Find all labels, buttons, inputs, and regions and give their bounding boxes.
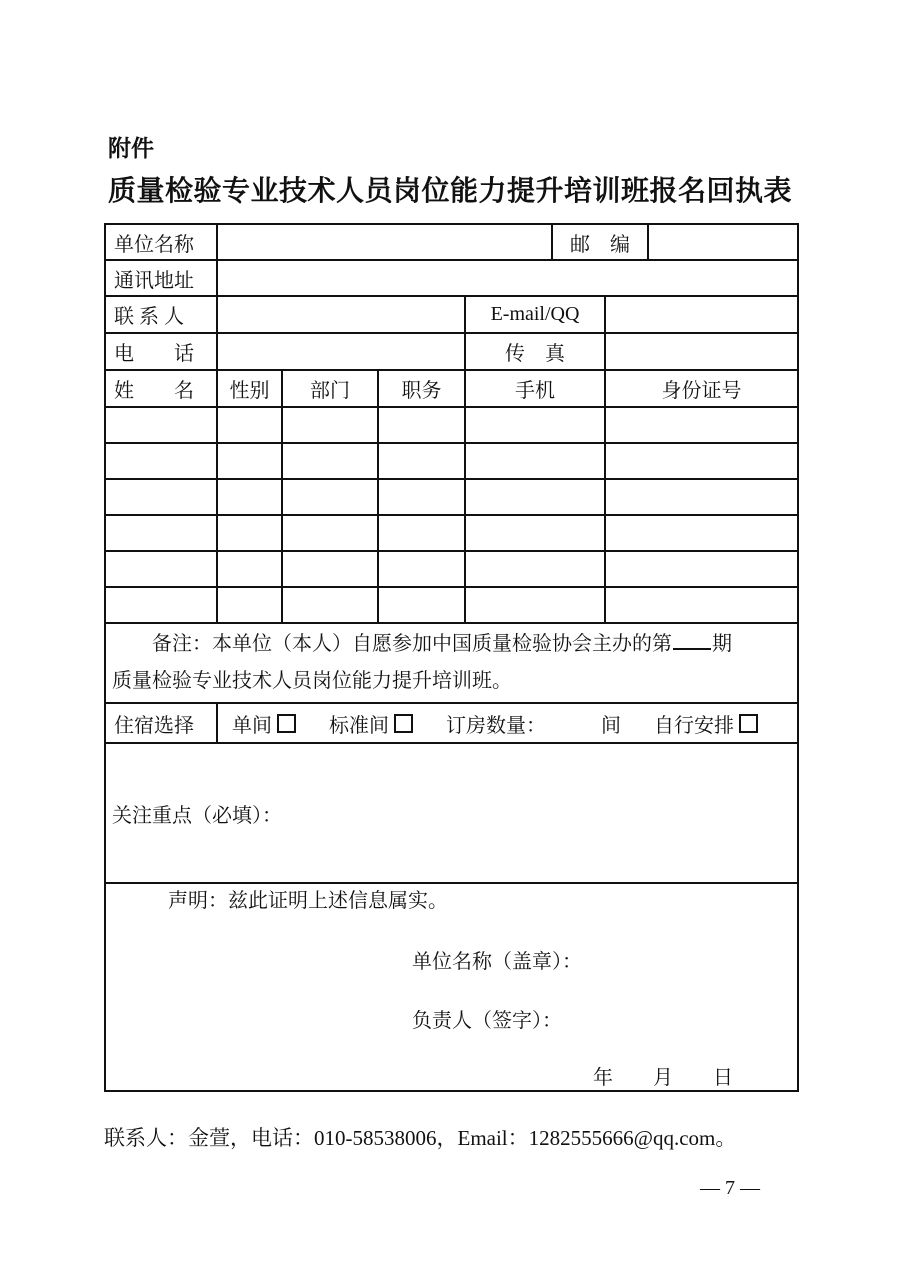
member-department-cell[interactable] bbox=[282, 515, 378, 551]
member-mobile-cell[interactable] bbox=[465, 407, 605, 443]
address-row bbox=[105, 260, 798, 296]
member-position-cell[interactable] bbox=[378, 479, 465, 515]
member-name-cell[interactable] bbox=[105, 443, 217, 479]
remark-cell bbox=[105, 623, 798, 703]
focus-input-cell[interactable] bbox=[105, 743, 798, 883]
member-gender-cell[interactable] bbox=[217, 443, 282, 479]
email-qq-label: E-mail/QQ bbox=[465, 296, 605, 333]
unit-name-value-cell[interactable] bbox=[217, 224, 552, 260]
member-header-department: 部门 bbox=[282, 370, 378, 407]
member-name-cell[interactable] bbox=[105, 515, 217, 551]
postcode-label: 邮 编 bbox=[552, 224, 648, 260]
remark-row bbox=[105, 623, 798, 703]
single-room-checkbox[interactable] bbox=[277, 714, 296, 733]
contact-person-value-cell[interactable] bbox=[217, 296, 465, 333]
remark-line2-text: 质量检验专业技术人员岗位能力提升培训班。 bbox=[112, 670, 512, 692]
accommodation-label: 住宿选择 bbox=[105, 703, 217, 743]
unit-name-row bbox=[105, 224, 798, 260]
standard-room-checkbox[interactable] bbox=[394, 714, 413, 733]
member-row bbox=[105, 479, 798, 515]
single-room-label: 单间 bbox=[232, 714, 272, 737]
address-value-cell[interactable] bbox=[217, 260, 798, 296]
member-department-cell[interactable] bbox=[282, 551, 378, 587]
member-department-cell[interactable] bbox=[282, 443, 378, 479]
member-header-name: 姓 名 bbox=[105, 370, 217, 407]
remark-line1-suffix: 期 bbox=[712, 633, 732, 655]
phone-row bbox=[105, 333, 798, 370]
accommodation-options bbox=[224, 709, 791, 738]
member-name-cell[interactable] bbox=[105, 551, 217, 587]
self-arrange-label: 自行安排 bbox=[654, 714, 734, 737]
member-mobile-cell[interactable] bbox=[465, 551, 605, 587]
fax-label: 传 真 bbox=[465, 333, 605, 370]
footer-contact-info: 联系人：金萱，电话：010-58538006，Email：1282555666@qq.com。 bbox=[104, 1126, 737, 1150]
member-position-cell[interactable] bbox=[378, 407, 465, 443]
declaration-cell bbox=[105, 883, 798, 1091]
org-seal-label: 单位名称（盖章）： bbox=[412, 951, 582, 973]
phone-value-cell[interactable] bbox=[217, 333, 465, 370]
contact-person-label: 联 系 人 bbox=[105, 296, 217, 333]
member-name-cell[interactable] bbox=[105, 587, 217, 623]
member-gender-cell[interactable] bbox=[217, 551, 282, 587]
member-id-cell[interactable] bbox=[605, 587, 798, 623]
member-position-cell[interactable] bbox=[378, 587, 465, 623]
focus-row bbox=[105, 743, 798, 883]
member-row bbox=[105, 443, 798, 479]
member-id-cell[interactable] bbox=[605, 515, 798, 551]
member-position-cell[interactable] bbox=[378, 515, 465, 551]
member-header-row bbox=[105, 370, 798, 407]
contact-person-row bbox=[105, 296, 798, 333]
member-name-cell[interactable] bbox=[105, 407, 217, 443]
member-gender-cell[interactable] bbox=[217, 515, 282, 551]
unit-name-label: 单位名称 bbox=[105, 224, 217, 260]
date-label: 年 月 日 bbox=[593, 1067, 733, 1089]
booking-qty-label: 订房数量： bbox=[446, 714, 546, 737]
member-row bbox=[105, 551, 798, 587]
member-name-cell[interactable] bbox=[105, 479, 217, 515]
phone-label: 电 话 bbox=[105, 333, 217, 370]
member-header-mobile: 手机 bbox=[465, 370, 605, 407]
member-mobile-cell[interactable] bbox=[465, 515, 605, 551]
postcode-value-cell[interactable] bbox=[648, 224, 798, 260]
signer-label: 负责人（签字）： bbox=[412, 1010, 562, 1032]
member-department-cell[interactable] bbox=[282, 587, 378, 623]
member-row bbox=[105, 407, 798, 443]
member-id-cell[interactable] bbox=[605, 407, 798, 443]
address-label: 通讯地址 bbox=[105, 260, 217, 296]
fax-value-cell[interactable] bbox=[605, 333, 798, 370]
member-header-gender: 性别 bbox=[217, 370, 282, 407]
standard-room-label: 标准间 bbox=[329, 714, 389, 737]
member-mobile-cell[interactable] bbox=[465, 443, 605, 479]
member-mobile-cell[interactable] bbox=[465, 587, 605, 623]
member-gender-cell[interactable] bbox=[217, 587, 282, 623]
member-id-cell[interactable] bbox=[605, 443, 798, 479]
member-row bbox=[105, 587, 798, 623]
member-gender-cell[interactable] bbox=[217, 479, 282, 515]
member-mobile-cell[interactable] bbox=[465, 479, 605, 515]
self-arrange-checkbox[interactable] bbox=[739, 714, 758, 733]
member-department-cell[interactable] bbox=[282, 479, 378, 515]
declaration-row bbox=[105, 883, 798, 1091]
declaration-statement: 声明：兹此证明上述信息属实。 bbox=[168, 890, 448, 912]
accommodation-row bbox=[105, 703, 798, 743]
registration-form-table bbox=[104, 223, 799, 1092]
focus-label: 关注重点（必填）： bbox=[112, 804, 282, 827]
session-number-blank[interactable] bbox=[673, 642, 711, 650]
member-row bbox=[105, 515, 798, 551]
remark-line1-text: 备注：本单位（本人）自愿参加中国质量检验协会主办的第 bbox=[152, 633, 672, 655]
attachment-label: 附件 bbox=[108, 135, 154, 161]
page-number: — 7 — bbox=[700, 1177, 760, 1199]
member-department-cell[interactable] bbox=[282, 407, 378, 443]
member-id-cell[interactable] bbox=[605, 551, 798, 587]
member-position-cell[interactable] bbox=[378, 551, 465, 587]
booking-qty-unit: 间 bbox=[601, 714, 621, 737]
member-position-cell[interactable] bbox=[378, 443, 465, 479]
member-gender-cell[interactable] bbox=[217, 407, 282, 443]
member-header-position: 职务 bbox=[378, 370, 465, 407]
form-title: 质量检验专业技术人员岗位能力提升培训班报名回执表 bbox=[107, 175, 792, 206]
email-qq-value-cell[interactable] bbox=[605, 296, 798, 333]
member-id-cell[interactable] bbox=[605, 479, 798, 515]
member-header-id-number: 身份证号 bbox=[605, 370, 798, 407]
